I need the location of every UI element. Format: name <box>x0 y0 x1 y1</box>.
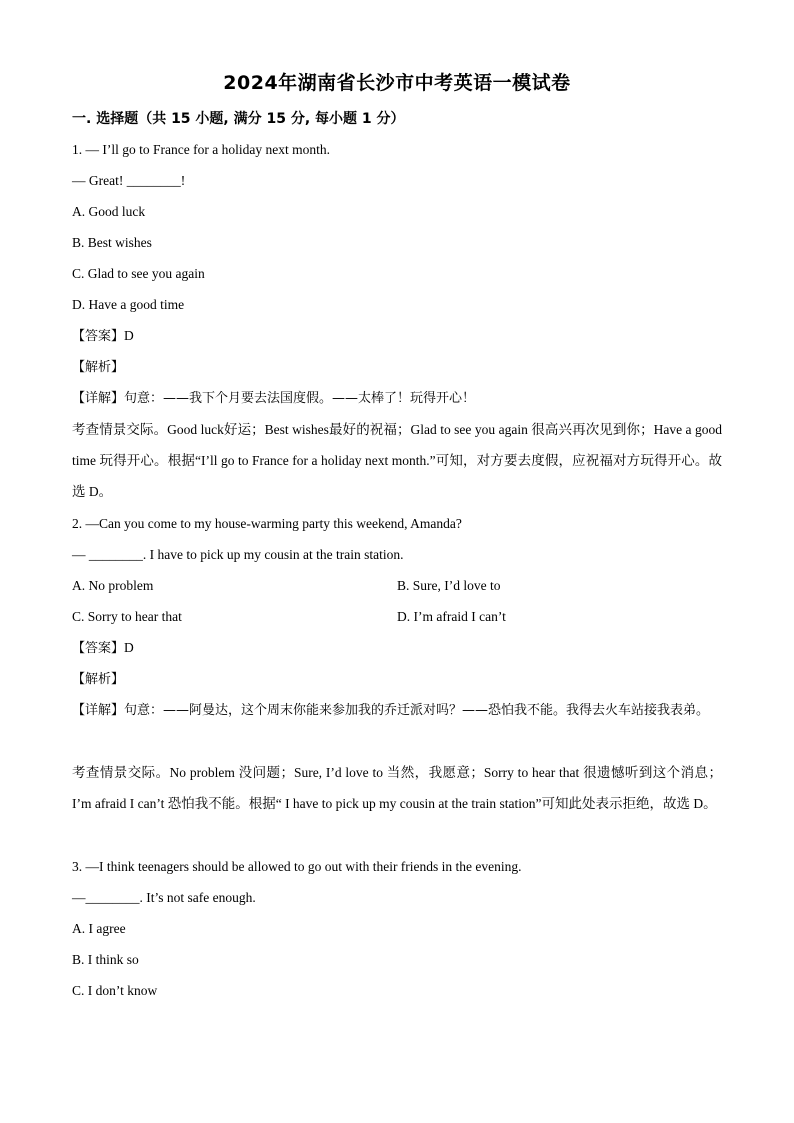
analysis-tag: 【解析】 <box>72 360 125 375</box>
answer-tag: 【答案】 <box>72 329 125 344</box>
question-3-option-a: A. I agree <box>72 921 126 936</box>
detail-text: 句意：——我下个月要去法国度假。——太棒了！玩得开心！ <box>124 391 476 406</box>
detail-tag: 【详解】 <box>72 703 125 718</box>
analysis-tag: 【解析】 <box>72 672 125 687</box>
question-1-option-a: A. Good luck <box>72 204 146 219</box>
detail-text: 句意：——阿曼达，这个周末你能来参加我的乔迁派对吗？——恐怕我不能。我得去火车站接我表弟。 <box>124 703 710 718</box>
section-heading: 一. 选择题（共 15 小题, 满分 15 分, 每小题 1 分） <box>72 111 405 127</box>
answer-tag: 【答案】 <box>72 641 125 656</box>
question-1-detail <box>72 389 475 408</box>
question-2-reply: — ________. I have to pick up my cousin at the train station. <box>72 547 404 562</box>
question-1-option-b: B. Best wishes <box>72 235 152 250</box>
answer-value: D <box>124 328 134 343</box>
question-3-option-c: C. I don’t know <box>72 983 158 998</box>
question-1-explanation: 考查情景交际。Good luck好运；Best wishes最好的祝福；Glad to see you again 很高兴再次见到你；Have a good time 玩得开心。根据“I’ll go to France for a holiday next month.”可知，对方要去度假，应祝福对方玩得开心。故选 D。 <box>72 422 722 499</box>
question-3-reply: —________. It’s not safe enough. <box>72 890 256 905</box>
question-2-stem: 2. —Can you come to my house-warming party this weekend, Amanda? <box>72 516 462 531</box>
page-title: 2024年湖南省长沙市中考英语一模试卷 <box>223 72 571 94</box>
question-1-answer <box>72 327 134 346</box>
question-1-stem: 1. — I’ll go to France for a holiday next month. <box>72 142 330 157</box>
question-2-explanation: 考查情景交际。No problem 没问题；Sure, I’d love to 当然，我愿意；Sorry to hear that 很遗憾听到这个消息；I’m afraid I can’t 恐怕我不能。根据“ I have to pick up my cousin at the train station”可知此处表示拒绝，故选 D。 <box>72 765 722 811</box>
question-2-detail <box>72 695 722 726</box>
question-1-option-d: D. Have a good time <box>72 297 185 312</box>
question-1-analysis-tag <box>72 358 124 377</box>
question-3-option-b: B. I think so <box>72 952 139 967</box>
detail-tag: 【详解】 <box>72 391 125 406</box>
question-1-option-c: C. Glad to see you again <box>72 266 205 281</box>
question-2-analysis-tag <box>72 670 124 689</box>
answer-value: D <box>124 640 134 655</box>
question-2-option-b: B. Sure, I’d love to <box>397 578 501 593</box>
question-2-answer <box>72 639 134 658</box>
question-2-option-a: A. No problem <box>72 578 154 593</box>
question-3-stem: 3. —I think teenagers should be allowed to go out with their friends in the evening. <box>72 859 522 874</box>
question-2-option-c: C. Sorry to hear that <box>72 609 182 624</box>
question-1-reply: — Great! ________! <box>72 173 186 188</box>
question-2-option-d: D. I’m afraid I can’t <box>397 609 506 624</box>
